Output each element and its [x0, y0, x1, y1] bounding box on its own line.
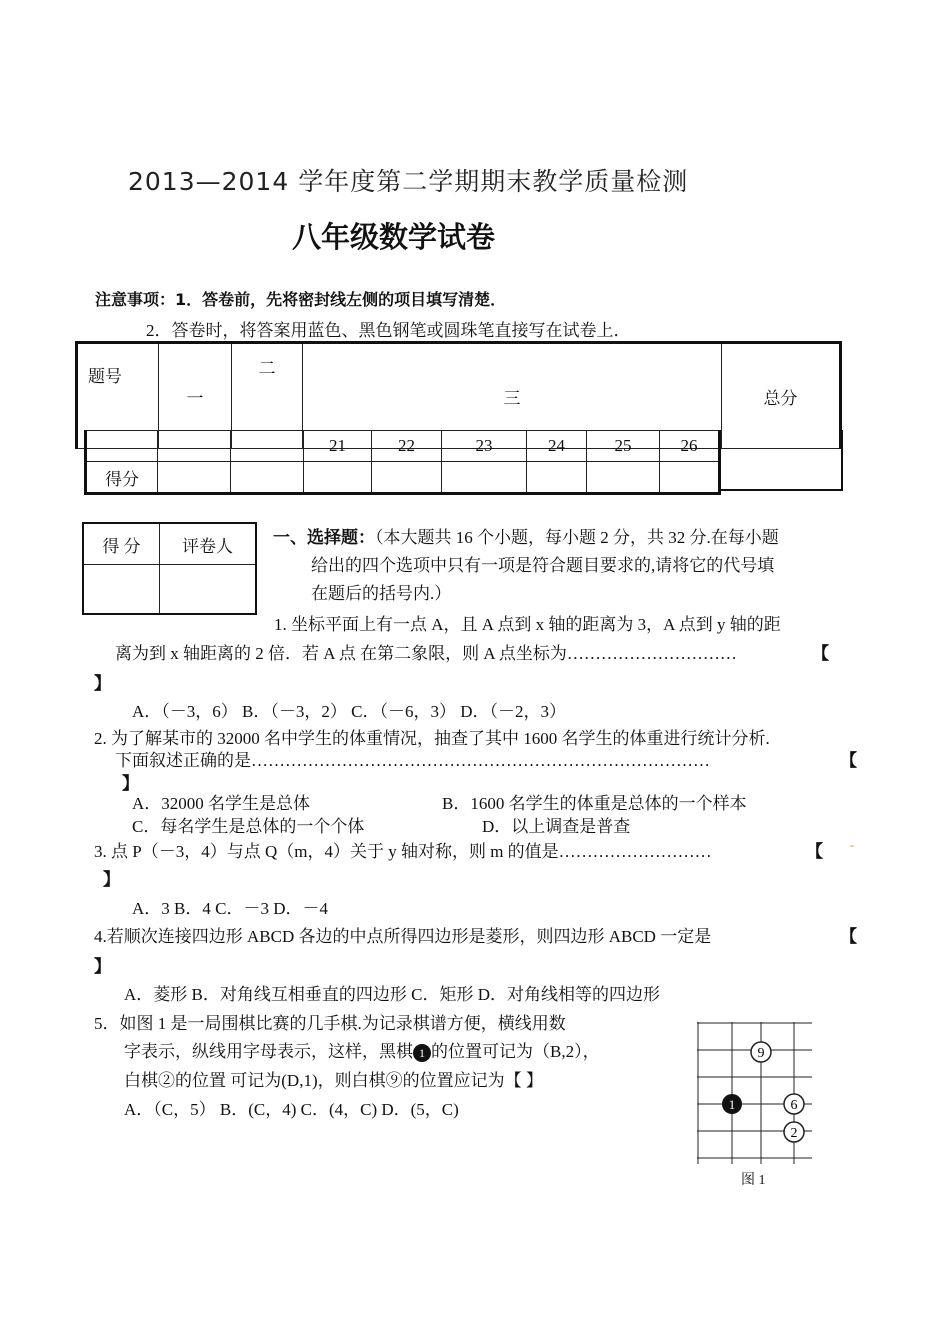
sub-col-25: 25 [587, 431, 660, 462]
section-1-desc-2: 给出的四个选项中只有一项是符合题目要求的,请将它的代号填 [311, 556, 775, 575]
score-cell[interactable] [527, 462, 587, 494]
q1-bracket-close: 】 [94, 674, 111, 693]
score-table-body [84, 430, 721, 495]
sub-col-21: 21 [304, 431, 372, 462]
grader-score-cell[interactable] [83, 565, 160, 615]
sub-col-22: 22 [372, 431, 442, 462]
white-stone-2-label: 2 [790, 1126, 798, 1141]
section-1-desc-3: 在题后的括号内.） [311, 584, 452, 603]
q2-bracket-open: 【 [840, 751, 857, 770]
section-1-desc-1: （本大题共 16 个小题，每小题 2 分，共 32 分.在每小题 [375, 528, 779, 547]
q1-line-2: 离为到 x 轴距离的 2 倍．若 A 点 在第二象限，则 A 点坐标为………………………… [115, 644, 737, 663]
q2-option-d: D．以上调查是普查 [482, 817, 631, 836]
score-cell[interactable] [442, 462, 527, 494]
q1-line-1: 1. 坐标平面上有一点 A，且 A 点到 x 轴的距离为 3，A 点到 y 轴的距 [274, 615, 781, 634]
q5-line-2b: 的位置可记为（B,2）， [431, 1042, 600, 1061]
section-1-heading: 一、选择题： [273, 528, 375, 547]
go-board-figure [697, 1022, 812, 1164]
score-cell[interactable] [587, 462, 660, 494]
sub-col-24: 24 [527, 431, 587, 462]
exam-title: 2013—2014 学年度第二学期期末教学质量检测 [128, 167, 689, 196]
q2-option-a: A．32000 名学生是总体 [132, 794, 311, 813]
white-stone-6-label: 6 [790, 1098, 798, 1113]
q1-bracket-open: 【 [812, 644, 829, 663]
exam-subtitle: 八年级数学试卷 [292, 220, 496, 254]
score-cell[interactable] [231, 462, 304, 494]
sub-col-23: 23 [442, 431, 527, 462]
q4-bracket-open: 【 [840, 927, 857, 946]
label-score: 得分 [86, 462, 158, 494]
black-stone-1-label: 1 [728, 1097, 736, 1112]
col-section-3: 三 [303, 343, 722, 449]
score-cell[interactable] [660, 462, 720, 494]
grader-name-cell[interactable] [160, 565, 257, 615]
figure-caption: 图 1 [741, 1173, 766, 1188]
q2-line-1: 2. 为了解某市的 32000 名中学生的体重情况，抽查了其中 1600 名学生的体重进行统计分析. [94, 729, 770, 748]
col-section-1: 一 [159, 343, 232, 449]
score-cell[interactable] [304, 462, 372, 494]
note-2: 2．答卷时，将答案用蓝色、黑色钢笔或圆珠笔直接写在试卷上． [146, 321, 631, 340]
q5-line-2 [124, 1037, 600, 1062]
q3-options: A．3 B．4 C．－3 D．－4 [132, 899, 328, 918]
note-1: 注意事项：1．答卷前，先将密封线左侧的项目填写清楚． [95, 290, 507, 309]
q4-options: A．菱形 B．对角线互相垂直的四边形 C．矩形 D．对角线相等的四边形 [124, 985, 660, 1004]
q3-bracket-close: 】 [103, 870, 120, 889]
label-question-number: 题号 [77, 343, 159, 449]
col-section-2: 二 [232, 343, 303, 449]
cell-empty [86, 431, 158, 462]
q2-bracket-close: 】 [122, 774, 139, 793]
grader-label-grader: 评卷人 [160, 523, 257, 565]
q5-options: A．（C，5） B．(C，4) C．(4，C) D．(5，C) [124, 1100, 459, 1119]
cell-empty [158, 431, 231, 462]
section-1-intro [273, 524, 863, 608]
q2-option-b: B．1600 名学生的体重是总体的一个样本 [442, 794, 747, 813]
q2-option-c: C．每名学生是总体的一个个体 [132, 817, 365, 836]
grader-table [82, 522, 257, 615]
sub-col-26: 26 [660, 431, 720, 462]
q5-line-1: 5．如图 1 是一局围棋比赛的几手棋.为记录棋谱方便，横线用数 [94, 1014, 566, 1033]
black-stone-1-icon: 1 [413, 1044, 431, 1062]
q1-options: A．（－3，6） B．（－3，2） C．（－6，3） D．（－2，3） [132, 702, 566, 721]
score-cell[interactable] [372, 462, 442, 494]
q5-line-3: 白棋②的位置 可记为(D,1)，则白棋⑨的位置应记为【 】 [124, 1071, 543, 1090]
orange-dash-mark: - [850, 838, 854, 852]
total-score-cell[interactable] [719, 430, 843, 491]
cell-empty [231, 431, 304, 462]
q3-line-1: 3. 点 P（－3，4）与点 Q（m，4）关于 y 轴对称，则 m 的值是……………………… [94, 842, 712, 861]
q2-line-2: 下面叙述正确的是……………………………………………………………………… [115, 751, 710, 770]
col-total: 总分 [722, 343, 841, 449]
score-cell[interactable] [158, 462, 231, 494]
q5-line-2a: 字表示，纵线用字母表示，这样，黑棋 [124, 1042, 413, 1061]
white-stone-9-label: 9 [757, 1046, 765, 1061]
q4-line-1: 4.若顺次连接四边形 ABCD 各边的中点所得四边形是菱形，则四边形 ABCD 一定是 [94, 927, 712, 946]
q3-bracket-open: 【 [806, 842, 823, 861]
q4-bracket-close: 】 [94, 957, 111, 976]
grader-label-score: 得 分 [83, 523, 160, 565]
